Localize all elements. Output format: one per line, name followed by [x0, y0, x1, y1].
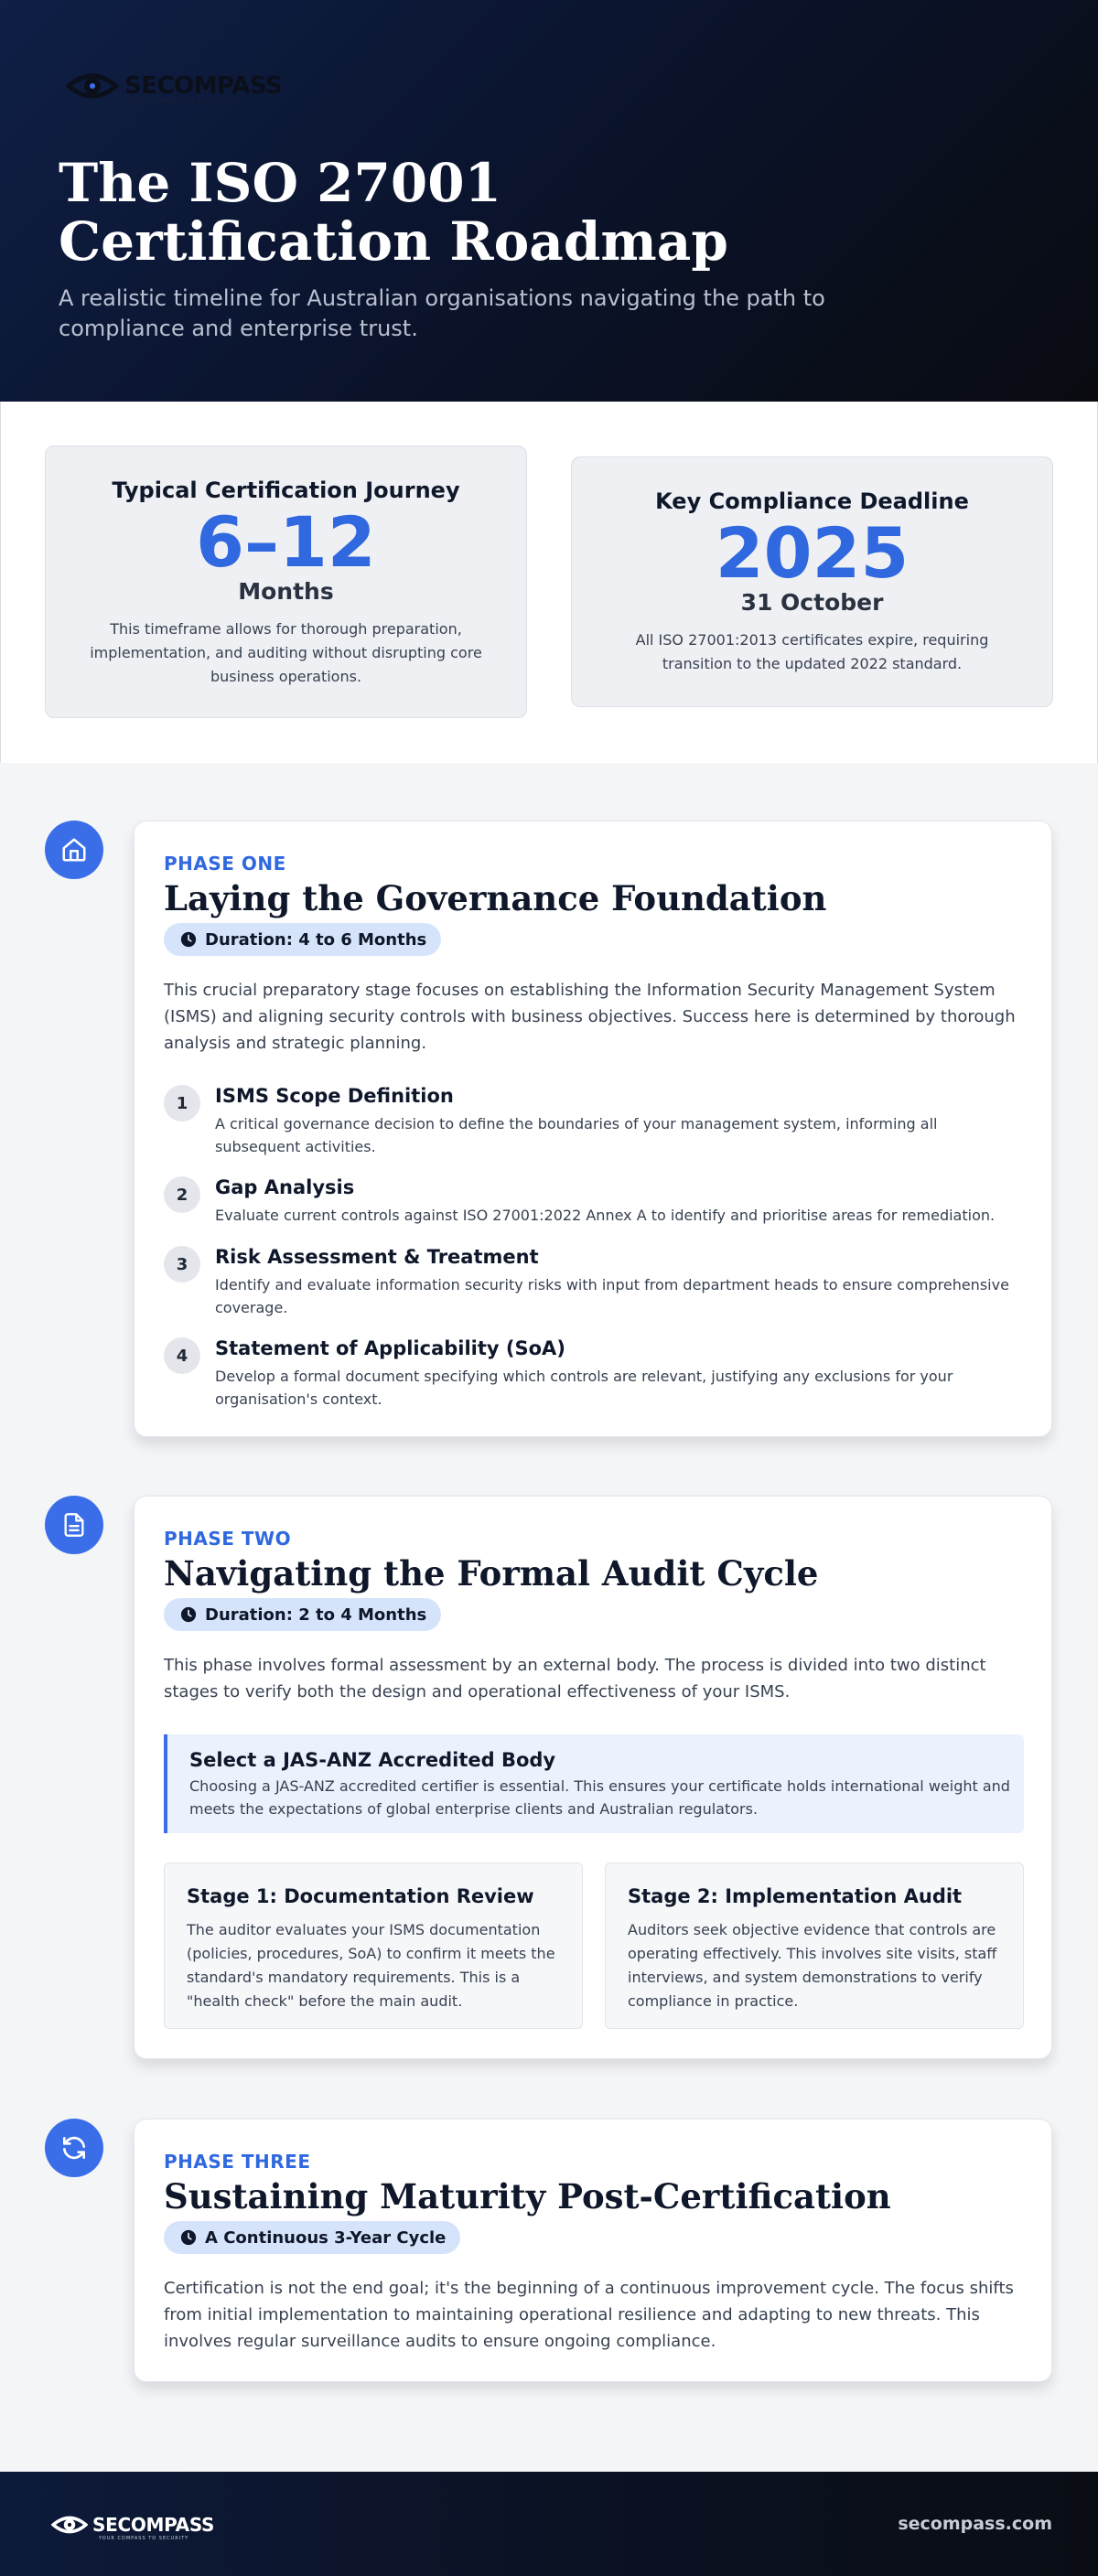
stat-description: All ISO 27001:2013 certificates expire, requiring transition to the updated 2022 standard.: [635, 631, 989, 672]
phase-intro: This phase involves formal assessment by an external body. The process is divided into two distinct stages to verify both the design and operational effectiveness of your ISMS.: [164, 1656, 986, 1701]
hero-header: [0, 0, 1098, 402]
document-icon: [61, 1511, 87, 1539]
phase-eyebrow: PHASE ONE: [164, 853, 286, 875]
page-footer: [0, 2472, 1098, 2576]
phase-eyebrow: PHASE THREE: [164, 2151, 311, 2173]
stage-description: The auditor evaluates your ISMS documentation (policies, procedures, SoA) to confirm it meets the standard's mandatory requirements. This is a "health check" before the main audit.: [187, 1921, 555, 2010]
phase-title: Laying the Governance Foundation: [164, 878, 827, 918]
step-number: 4: [164, 1337, 200, 1374]
stage-title: Stage 2: Implementation Audit: [628, 1885, 963, 1907]
stat-card-journey: [45, 445, 527, 718]
stage-one-card: [164, 1862, 583, 2029]
footer-brand-tagline: YOUR COMPASS TO SECURITY: [99, 2536, 189, 2541]
stage-two-card: [605, 1862, 1024, 2029]
clock-icon: [180, 1606, 197, 1623]
duration-badge: [164, 2221, 460, 2254]
duration-text: Duration: 2 to 4 Months: [205, 1605, 427, 1625]
phase-eyebrow: PHASE TWO: [164, 1528, 292, 1550]
footer-website-link[interactable]: secompass.com: [898, 2514, 1052, 2534]
step-number: 2: [164, 1176, 200, 1213]
page-subtitle: A realistic timeline for Australian organisations navigating the path to compliance and enterprise trust.: [59, 285, 825, 341]
page-title: The ISO 27001 Certification Roadmap: [59, 152, 728, 273]
step-description: Evaluate current controls against ISO 27001:2022 Annex A to identify and prioritise areas for remediation.: [215, 1207, 996, 1224]
refresh-icon: [59, 2133, 89, 2163]
step-title: Gap Analysis: [215, 1176, 355, 1198]
step-description: A critical governance decision to define the boundaries of your management system, informing all subsequent activities.: [215, 1115, 938, 1155]
step-title: ISMS Scope Definition: [215, 1085, 454, 1107]
step-number: 3: [164, 1246, 200, 1283]
callout-title: Select a JAS-ANZ Accredited Body: [189, 1749, 556, 1771]
stage-title: Stage 1: Documentation Review: [187, 1885, 534, 1907]
stat-card-deadline: [571, 456, 1053, 707]
phase-three-marker: [45, 2119, 103, 2177]
phase-three-card: [134, 2119, 1052, 2382]
duration-badge: [164, 1598, 441, 1631]
footer-brand-name: SECOMPASS: [92, 2514, 215, 2536]
home-icon: [60, 836, 88, 864]
phase-intro: Certification is not the end goal; it's the beginning of a continuous improvement cycle. The focus shifts from initial implementation to maintaining operational resilience and adapting to new threats. This involves regular surveillance audits to ensure ongoing compliance.: [164, 2279, 1014, 2351]
stage-description: Auditors seek objective evidence that controls are operating effectively. This involves site visits, staff interviews, and system demonstrations to verify compliance in practice.: [628, 1921, 997, 2010]
step-number: 1: [164, 1085, 200, 1122]
phase-title: Navigating the Formal Audit Cycle: [164, 1553, 819, 1594]
callout-description: Choosing a JAS-ANZ accredited certifier is essential. This ensures your certificate holds international weight and meets the expectations of global enterprise clients and Australian regulators.: [189, 1777, 1010, 1818]
stat-unit: 31 October: [740, 589, 884, 616]
phase-intro: This crucial preparatory stage focuses on establishing the Information Security Management System (ISMS) and aligning security controls with business objectives. Success here is determined by thorough analysis and strategic planning.: [164, 981, 1016, 1053]
stat-label: Typical Certification Journey: [112, 478, 460, 503]
brand-tagline: YOUR COMPASS TO SECURITY: [128, 99, 232, 105]
clock-icon: [180, 931, 197, 948]
stat-value: 6–12: [196, 501, 376, 583]
phase-two-card: [134, 1496, 1052, 2059]
brand-logo[interactable]: [66, 68, 282, 104]
step-description: Identify and evaluate information security risks with input from department heads to ensure comprehensive coverage.: [215, 1276, 1009, 1316]
accreditation-callout: [164, 1734, 1024, 1833]
step-title: Statement of Applicability (SoA): [215, 1337, 565, 1359]
stat-value: 2025: [715, 512, 910, 594]
duration-badge: [164, 923, 441, 956]
clock-icon: [180, 2229, 197, 2246]
phase-one-card: [134, 821, 1052, 1437]
duration-text: A Continuous 3-Year Cycle: [205, 2227, 447, 2248]
step-description: Develop a formal document specifying which controls are relevant, justifying any exclusions for your organisation's context.: [215, 1368, 953, 1408]
stat-description: This timeframe allows for thorough preparation, implementation, and auditing without disrupting core business operations.: [90, 620, 482, 685]
duration-text: Duration: 4 to 6 Months: [205, 929, 427, 950]
stat-unit: Months: [238, 578, 334, 605]
eye-logo-icon: [51, 2512, 88, 2538]
stat-label: Key Compliance Deadline: [655, 488, 969, 514]
brand-name: SECOMPASS: [124, 72, 283, 100]
footer-brand-logo[interactable]: [51, 2512, 215, 2541]
eye-logo-icon: [66, 68, 119, 104]
phase-two-marker: [45, 1496, 103, 1554]
phase-one-marker: [45, 821, 103, 879]
phase-title: Sustaining Maturity Post-Certification: [164, 2176, 891, 2216]
step-title: Risk Assessment & Treatment: [215, 1246, 539, 1268]
